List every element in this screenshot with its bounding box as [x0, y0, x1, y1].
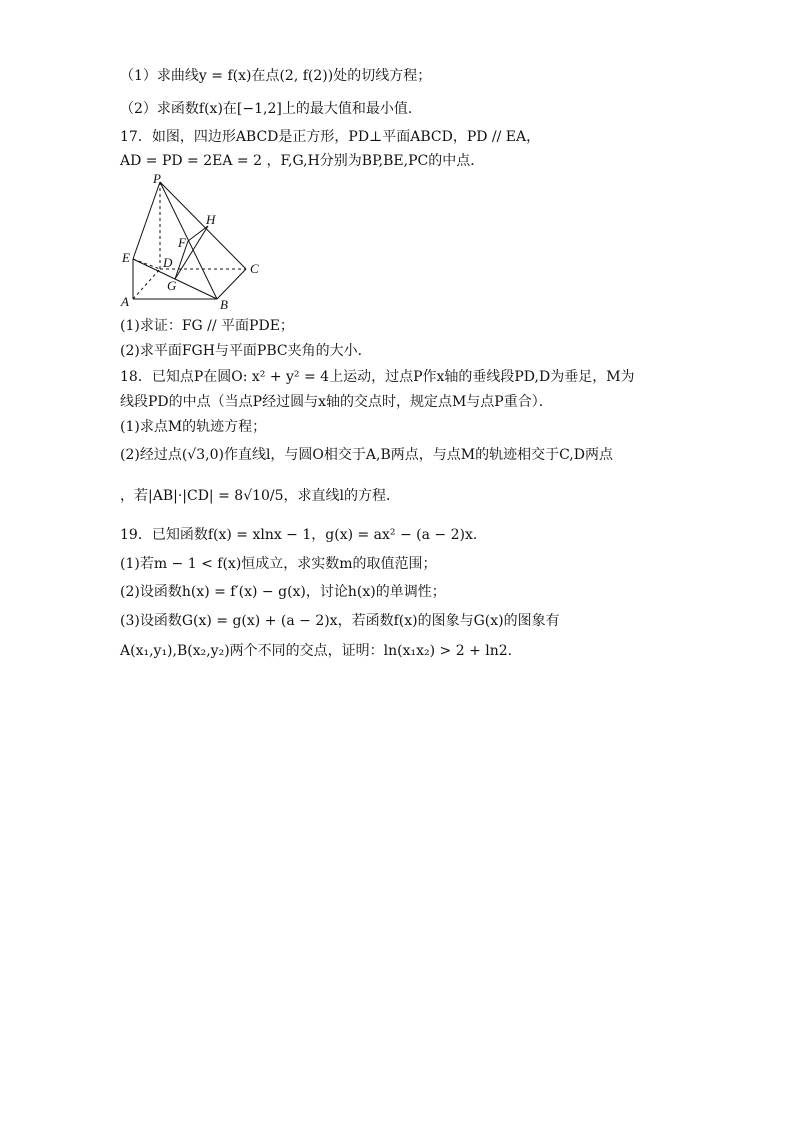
pyramid-diagram [116, 172, 266, 312]
label-B: B [220, 297, 228, 312]
label-P: P [153, 172, 161, 186]
label-H: H [206, 212, 216, 227]
q17-stem-line1: 17．如图，四边形ABCD是正方形，PD⊥平面ABCD，PD // EA， [120, 129, 541, 145]
q19-part3-line2: A(x₁,y₁),B(x₂,y₂)两个不同的交点，证明：ln(x₁x₂) > 2 + ln2. [120, 643, 513, 659]
q17-part1: (1)求证：FG // 平面PDE； [120, 318, 294, 334]
q19-part3-line1: (3)设函数G(x) = g(x) + (a − 2)x，若函数f(x)的图象与G(x)的图象有 [120, 613, 560, 629]
q19-part2: (2)设函数h(x) = f′(x) − g(x)，讨论h(x)的单调性； [120, 584, 446, 600]
edge-AD [133, 269, 160, 299]
q17-part2: (2)求平面FGH与平面PBC夹角的大小． [120, 343, 372, 359]
label-C: C [250, 261, 259, 276]
q17-stem-line2: AD = PD = 2EA = 2 ，F,G,H分别为BP,BE,PC的中点． [120, 153, 485, 169]
q16-part2: （2）求函数f(x)在[−1,2]上的最大值和最小值. [120, 101, 413, 117]
q18-stem-line2: 线段PD的中点（当点P经过圆与x轴的交点时，规定点M与点P重合）． [120, 394, 553, 410]
q17-pyramid-figure [116, 172, 266, 312]
q18-part2-line1: (2)经过点(√3,0)作直线l，与圆O相交于A,B两点，与点M的轨迹相交于C,D两点 [120, 447, 613, 463]
label-A: A [121, 294, 129, 309]
q16-part1: （1）求曲线y = f(x)在点(2, f(2))处的切线方程； [120, 68, 432, 84]
label-G: G [167, 278, 177, 293]
label-E: E [122, 250, 130, 265]
label-F: F [178, 235, 186, 250]
q19-part1: (1)若m − 1 < f(x)恒成立，求实数m的取值范围； [120, 556, 437, 572]
edge-PE [133, 182, 160, 259]
q19-stem: 19．已知函数f(x) = xlnx − 1，g(x) = ax² − (a − 2)x. [120, 527, 478, 543]
q18-part2-line2: ，若|AB|·|CD| = 8√10/5，求直线l的方程． [120, 488, 401, 504]
edge-PC [160, 182, 246, 269]
q18-part1: (1)求点M的轨迹方程； [120, 419, 267, 435]
edge-BC [217, 269, 246, 299]
q18-stem-line1: 18．已知点P在圆O: x² + y² = 4上运动，过点P作x轴的垂线段PD,D为垂足，M为 [120, 369, 635, 385]
segment-FH [188, 226, 208, 241]
label-D: D [163, 255, 173, 270]
